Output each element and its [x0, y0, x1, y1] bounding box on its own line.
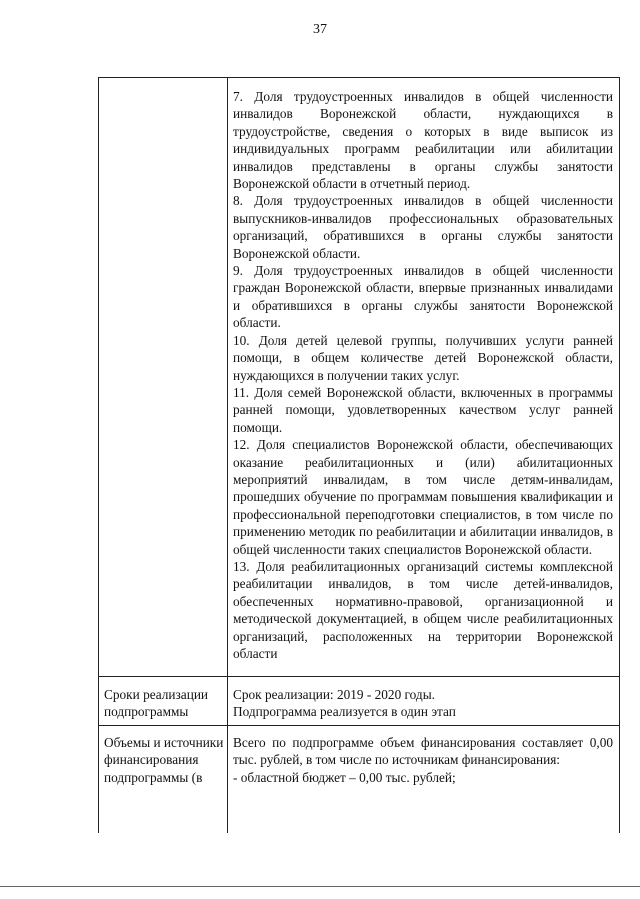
table-left-border — [98, 77, 99, 833]
row-divider-2 — [98, 725, 620, 726]
row-divider-1 — [98, 676, 620, 677]
indicator-9: 9. Доля трудоустроенных инвалидов в общей численности граждан Воронежской области, впервые признанных инвалидами и обратившихся в органы службы занятости Воронежской области. — [233, 263, 613, 331]
table-top-border — [98, 77, 620, 78]
period-line-2: Подпрограмма реализуется в один этап — [233, 704, 456, 720]
indicator-10: 10. Доля детей целевой группы, получивших услуги ранней помощи, в общем количестве детей Воронежской области, нуждающихся в получении таких услуг. — [233, 332, 613, 383]
table-right-border — [619, 77, 620, 833]
period-line-1: Срок реализации: 2019 - 2020 годы. — [233, 687, 435, 702]
financing-cell — [233, 734, 613, 786]
financing-label: Объемы и источники финансирования подпрограммы (в — [104, 735, 224, 785]
period-cell — [233, 686, 613, 721]
financing-line-1: Всего по подпрограмме объем финансирования составляет 0,00 тыс. рублей, в том числе по источникам финансирования: — [233, 735, 613, 768]
indicator-8: 8. Доля трудоустроенных инвалидов в общей численности выпускников-инвалидов профессиональных образовательных организаций, обратившихся в органы службы занятости Воронежской области. — [233, 193, 613, 261]
period-label: Сроки реализации подпрограммы — [104, 687, 209, 720]
financing-line-2: - областной бюджет – 0,00 тыс. рублей; — [233, 769, 456, 785]
indicators-cell — [233, 88, 613, 662]
indicator-12: 12. Доля специалистов Воронежской области, обеспечивающих оказание реабилитационных и (или) абилитационных мероприятий инвалидам, в том числе детям-инвалидам, прошедших обучение по программам повышения квалификации и профессиональной переподготовки специалистов, в том числе по применению методик по реабилитации и абилитации инвалидов, в общей численности таких специалистов Воронежской области. — [233, 437, 613, 557]
indicator-7: 7. Доля трудоустроенных инвалидов в общей численности инвалидов Воронежской области, нуждающихся в трудоустройстве, сведения о которых в виде выписок из индивидуальных программ реабилитации или абилитации инвалидов представлены в органы службы занятости Воронежской области в отчетный период. — [233, 89, 613, 192]
page-bottom-rule — [0, 886, 640, 887]
indicator-11: 11. Доля семей Воронежской области, включенных в программы ранней помощи, удовлетворенных качеством услуг ранней помощи. — [233, 384, 613, 435]
table-column-divider — [227, 77, 228, 833]
page-number: 37 — [313, 22, 327, 37]
indicator-13: 13. Доля реабилитационных организаций системы комплексной реабилитации инвалидов, в том числе детей-инвалидов, обеспеченных нормативно-правовой, организационной и методической документацией, в общем числе реабилитационных организаций, расположенных на территории Воронежской области — [233, 558, 613, 661]
